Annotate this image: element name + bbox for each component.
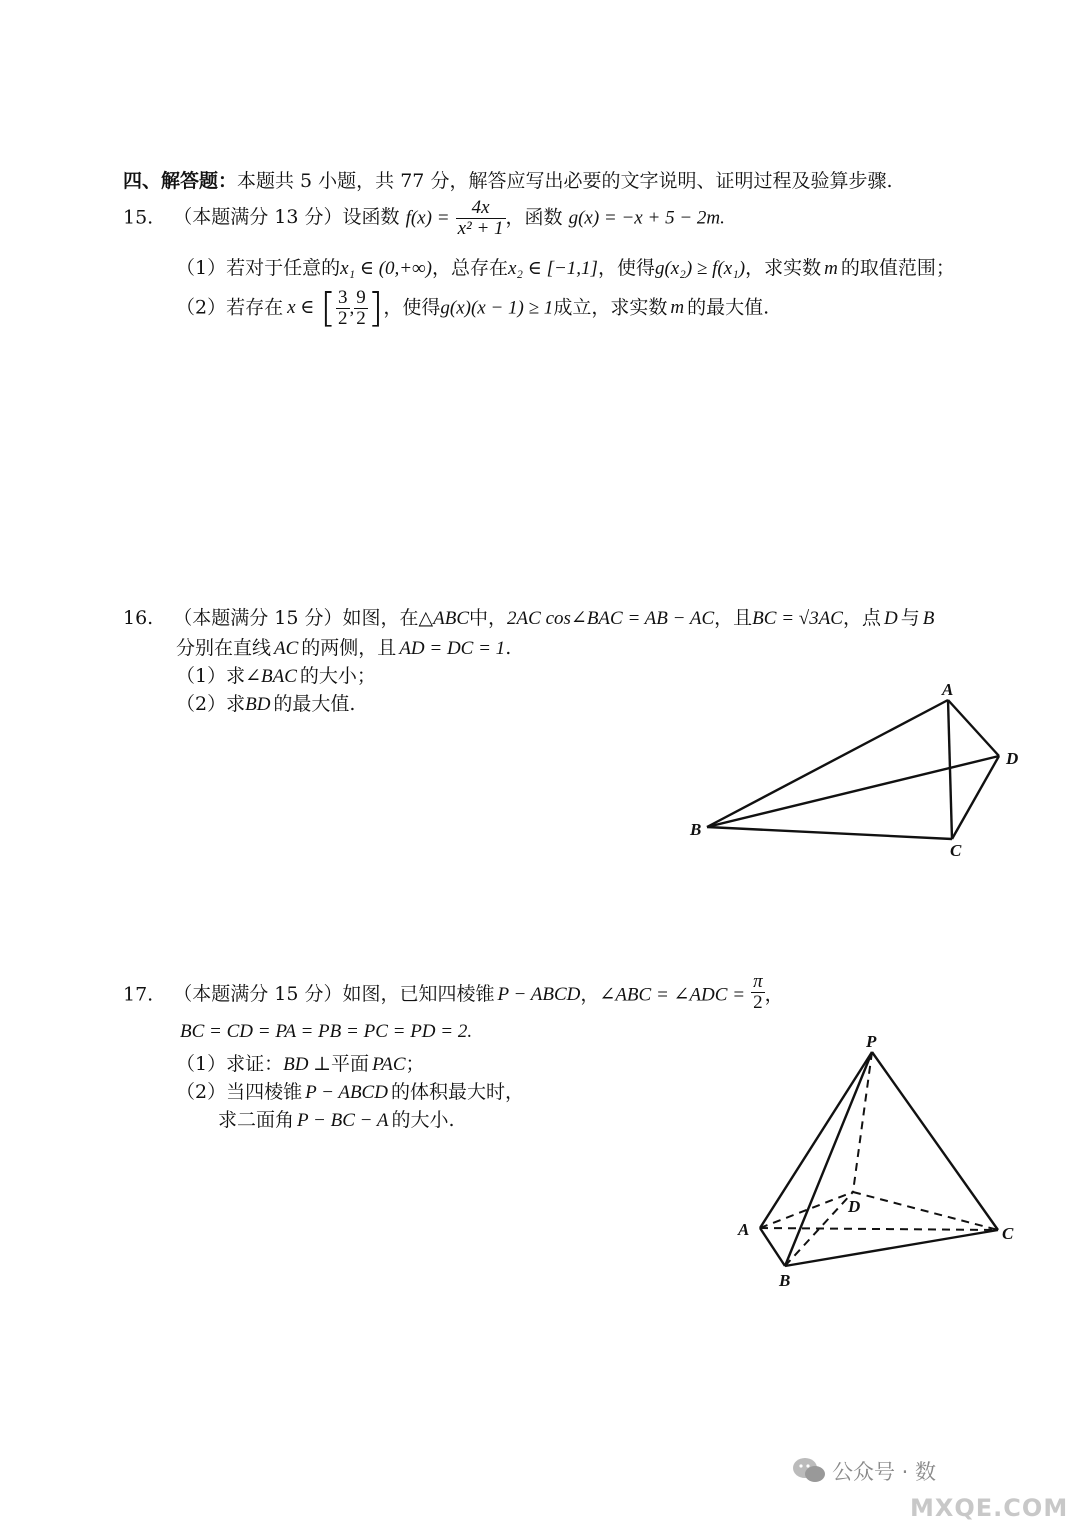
q15-p2-comma: , [349, 297, 355, 319]
q16-l2-text-b: 的两侧，且 [301, 637, 397, 659]
q16-point-b: B [922, 608, 935, 629]
q16-condition: 2AC cos∠BAC = AB − AC [507, 608, 715, 629]
q15-f-numerator: 4x [456, 198, 506, 219]
q16-l1-text-d: ，点 [842, 607, 881, 629]
q15-p2-frac1-num: 3 [338, 287, 348, 308]
q17-stem-line2: BC = CD = PA = PB = PC = PD = 2. [180, 1021, 473, 1042]
q15-p1-text-e: 的取值范围； [840, 257, 955, 279]
section-instructions: 本题共 5 小题，共 77 分，解答应写出必要的文字说明、证明过程及验算步骤. [237, 170, 893, 192]
q17-two: 2 [753, 991, 763, 1013]
q17-p1-text-a: （1）求证： [176, 1053, 284, 1075]
q16-segment-bd [707, 756, 999, 827]
q15-part2 [176, 285, 770, 332]
q16-part2 [176, 689, 355, 716]
q15-mid: ，函数 [505, 206, 563, 229]
q17-p2-text-a: （2）当四棱锥 [176, 1081, 303, 1103]
q15-g-def: g(x) = −x + 5 − 2m. [568, 207, 725, 229]
q17-part2-cont [218, 1105, 455, 1132]
q16-bc-relation: BC = √3AC [752, 608, 843, 629]
q17-p3-text-b: 的大小. [391, 1109, 455, 1131]
q15-p2-text-a: （2）若存在 [176, 296, 284, 319]
q16-segment-bc [707, 827, 952, 839]
q16-label-c: C [950, 841, 962, 860]
q17-number: 17. [123, 983, 154, 1006]
q16-segment-dc [952, 756, 999, 839]
q15-p2-frac2-num: 9 [356, 287, 366, 308]
q16-line-ac: AC [274, 638, 299, 659]
q17-p1-text-b: 平面 [331, 1053, 370, 1075]
q17-pi: π [753, 971, 763, 992]
q17-angle-condition: ∠ABC = ∠ADC = [599, 984, 746, 1006]
section-title: 四、解答题： [123, 170, 238, 192]
q15-p2-text-d: 的最大值. [687, 296, 770, 319]
q15-p2-text-b: ，使得 [383, 296, 441, 319]
q15-p1-x2: x₂ ∈ [−1,1] [507, 258, 598, 279]
q17-edge-dc [853, 1192, 998, 1230]
q15-p2-frac2-den: 2 [356, 307, 366, 329]
q17-part2 [176, 1077, 524, 1104]
q17-pi-fraction [751, 972, 765, 1013]
q16-segment-ad [948, 700, 999, 756]
q16-p1-angle: ∠BAC [245, 666, 297, 687]
q15-p1-inequality: g(x₂) ≥ f(x₁) [654, 258, 746, 279]
q17-l1-text-a: （本题满分 15 分）如图，已知四棱锥 [173, 983, 495, 1006]
q16-p1-text-a: （1）求 [176, 665, 246, 687]
q15-p2-text-c: 成立，求实数 [553, 296, 668, 319]
q17-p1-text-c: ； [405, 1053, 425, 1075]
watermark-brand: MXQE.COM [910, 1494, 1069, 1522]
q15-part1 [176, 253, 955, 280]
q16-point-d: D [884, 608, 898, 629]
q17-label-a: A [738, 1220, 750, 1239]
q16-p1-text-b: 的大小； [299, 665, 376, 687]
q15-p2-m: m [670, 297, 685, 319]
wechat-icon [792, 1456, 826, 1484]
q17-edge-pd [853, 1052, 872, 1192]
q15-score: （本题满分 13 分）设函数 [173, 206, 400, 229]
q17-diagonal-ac [760, 1228, 998, 1230]
q16-l1-text-a: （本题满分 15 分）如图，在 [173, 607, 419, 629]
q17-dihedral-angle: P − BC − A [297, 1110, 389, 1131]
q16-ad-dc: AD = DC = 1 [399, 638, 506, 659]
q17-p1-pac: PAC [372, 1054, 406, 1075]
q15-p1-x1: x₁ ∈ (0,+∞) [340, 258, 432, 279]
q15-p2-frac1-den: 2 [338, 307, 348, 329]
q16-l2-text-a: 分别在直线 [176, 637, 272, 659]
q16-label-a: A [942, 680, 954, 699]
q17-edge-pa [760, 1052, 872, 1228]
q16-segment-ac [948, 700, 952, 839]
q17-p2-pyramid: P − ABCD [305, 1082, 388, 1103]
q15-p1-m: m [824, 258, 838, 279]
q16-p2-text-a: （2）求 [176, 693, 246, 715]
q15-p1-text-a: （1）若对于任意的 [176, 257, 341, 279]
q17-part1 [176, 1049, 425, 1076]
q17-edge-ad [760, 1192, 853, 1228]
q17-l1-text-b: ， [580, 983, 600, 1006]
q16-part1 [176, 661, 376, 688]
q17-edge-pb [785, 1052, 872, 1266]
q16-p2-text-b: 的最大值. [273, 693, 356, 715]
q17-p3-text-a: 求二面角 [218, 1109, 295, 1131]
q16-segment-ba [707, 700, 948, 827]
q17-label-p: P [866, 1032, 877, 1051]
q16-triangle: △ABC [418, 608, 470, 629]
watermark-channel: 公众号 · 数 [832, 1460, 937, 1484]
q15-f-fraction [456, 198, 506, 239]
q15-p2-x: x ∈ [287, 297, 315, 319]
q15-p2-bracket-left: [ [320, 285, 336, 332]
watermark [792, 1448, 1080, 1529]
q16-p2-bd: BD [245, 694, 271, 715]
q16-label-b: B [690, 820, 702, 839]
q15-stem [123, 198, 725, 239]
q17-l1-text-c: ， [764, 983, 784, 1006]
section-heading [123, 166, 892, 193]
q15-p2-frac1 [336, 288, 350, 329]
q15-f-denominator: x² + 1 [457, 217, 504, 239]
q15-number: 15. [123, 206, 154, 229]
q17-label-d: D [848, 1197, 861, 1216]
q15-f-lhs: f(x) = [405, 207, 450, 229]
q15-p1-text-d: ，求实数 [745, 257, 822, 279]
q16-l1-text-b: 中， [469, 607, 508, 629]
q16-stem-line2 [176, 633, 511, 660]
q17-edge-pc [872, 1052, 998, 1230]
q16-l1-text-e: 与 [900, 607, 920, 629]
q17-p2-text-b: 的体积最大时， [390, 1081, 524, 1103]
q17-label-b: B [779, 1271, 791, 1290]
q17-p1-bd: BD ⊥ [283, 1054, 332, 1075]
q16-stem-line1 [123, 603, 934, 630]
q17-stem-line1 [123, 971, 784, 1013]
q16-l1-text-c: ，且 [714, 607, 753, 629]
q17-diagonal-bd [785, 1192, 853, 1266]
q15-p1-text-c: ，使得 [597, 257, 655, 279]
q17-label-c: C [1002, 1224, 1014, 1243]
q15-p2-frac2 [354, 288, 368, 329]
q15-p2-inequality: g(x)(x − 1) ≥ 1 [440, 297, 554, 319]
q15-p2-bracket-right: ] [367, 285, 384, 332]
q15-p1-text-b: ，总存在 [431, 257, 508, 279]
q17-edge-bc [785, 1230, 998, 1266]
q17-pyramid: P − ABCD [497, 984, 581, 1006]
q16-label-d: D [1006, 749, 1019, 768]
q17-edge-ab [760, 1228, 785, 1266]
q16-number: 16. [123, 607, 154, 629]
q16-l2-text-c: . [505, 637, 512, 659]
